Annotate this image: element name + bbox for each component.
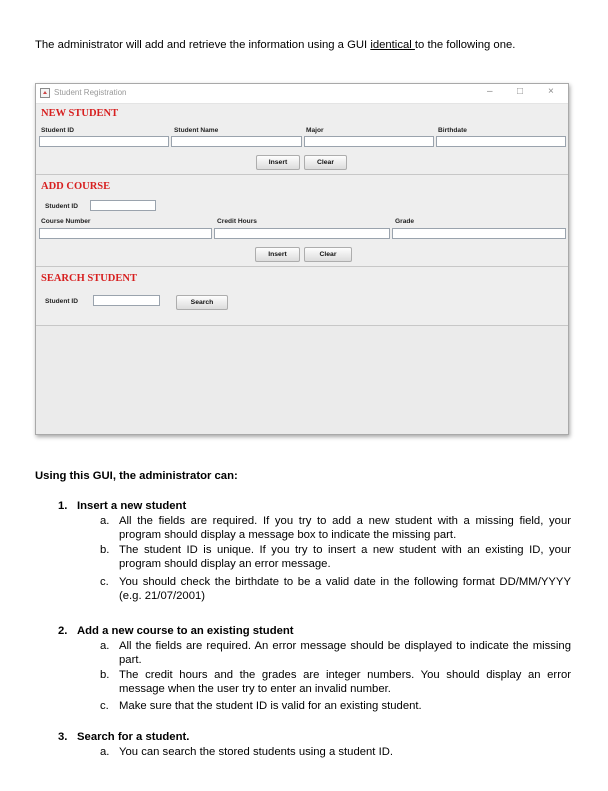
section-number: 2.: [58, 625, 68, 637]
student-name-label: Student Name: [174, 127, 219, 134]
new-student-id-label: Student ID: [41, 127, 74, 134]
intro-before: The administrator will add and retrieve the information using a GUI: [35, 39, 371, 51]
item-text: All the fields are required. An error message should be displayed to indicate the missing part.: [119, 640, 571, 666]
credit-hours-input[interactable]: [214, 228, 390, 239]
item-letter: a.: [100, 515, 110, 527]
maximize-icon[interactable]: □: [517, 86, 524, 97]
birthdate-input[interactable]: [436, 136, 566, 147]
section-title: Insert a new student: [77, 500, 187, 512]
item-text: Make sure that the student ID is valid for an existing student.: [119, 700, 422, 712]
course-student-id-input[interactable]: [90, 200, 156, 211]
birthdate-label: Birthdate: [438, 127, 467, 134]
item-letter: b.: [100, 544, 110, 556]
item-text: The student ID is unique. If you try to insert a new student with an existing ID, your program should display an error message.: [119, 544, 571, 570]
item-text: You can search the stored students using a student ID.: [119, 746, 394, 758]
lead-heading: Using this GUI, the administrator can:: [35, 470, 238, 482]
course-number-label: Course Number: [41, 218, 91, 225]
item-letter: b.: [100, 669, 110, 681]
course-student-id-label: Student ID: [45, 203, 78, 210]
section-divider: [36, 266, 568, 267]
item-letter: a.: [100, 640, 110, 652]
search-student-title: SEARCH STUDENT: [41, 273, 137, 284]
section-title: Add a new course to an existing student: [77, 625, 294, 637]
intro-underlined: identical: [370, 39, 415, 51]
search-button[interactable]: Search: [176, 295, 228, 310]
item-text: The credit hours and the grades are integer numbers. You should display an error message when the user try to enter an invalid number.: [119, 669, 571, 695]
section-number: 1.: [58, 500, 68, 512]
item-text: You should check the birthdate to be a valid date in the following format DD/MM/YYYY (e.g. 21/07/2001): [119, 576, 571, 602]
add-course-title: ADD COURSE: [41, 181, 111, 192]
section-divider: [36, 174, 568, 175]
item-letter: c.: [100, 700, 109, 712]
search-student-id-label: Student ID: [45, 298, 78, 305]
intro-after: to the following one.: [414, 39, 516, 51]
student-registration-window: [35, 83, 569, 435]
add-course-insert-button[interactable]: Insert: [255, 247, 300, 262]
intro-text: [35, 39, 515, 51]
add-course-clear-button[interactable]: Clear: [304, 247, 352, 262]
minimize-icon[interactable]: –: [487, 86, 493, 97]
major-label: Major: [306, 127, 324, 134]
window-title: Student Registration: [54, 88, 127, 97]
results-area: [36, 326, 568, 434]
close-icon[interactable]: ×: [548, 86, 554, 97]
search-student-id-input[interactable]: [93, 295, 160, 306]
new-student-title: NEW STUDENT: [41, 108, 119, 119]
new-student-insert-button[interactable]: Insert: [256, 155, 300, 170]
window-titlebar: [36, 84, 568, 104]
new-student-id-input[interactable]: [39, 136, 169, 147]
item-letter: c.: [100, 576, 109, 588]
student-name-input[interactable]: [171, 136, 302, 147]
java-app-icon: [40, 88, 50, 98]
item-letter: a.: [100, 746, 110, 758]
credit-hours-label: Credit Hours: [217, 218, 257, 225]
section-number: 3.: [58, 731, 68, 743]
item-text: All the fields are required. If you try to add a new student with a missing field, your program should display a message box to indicate the missing part.: [119, 515, 571, 541]
grade-input[interactable]: [392, 228, 566, 239]
new-student-clear-button[interactable]: Clear: [304, 155, 347, 170]
section-title: Search for a student.: [77, 731, 190, 743]
course-number-input[interactable]: [39, 228, 212, 239]
major-input[interactable]: [304, 136, 434, 147]
grade-label: Grade: [395, 218, 415, 225]
